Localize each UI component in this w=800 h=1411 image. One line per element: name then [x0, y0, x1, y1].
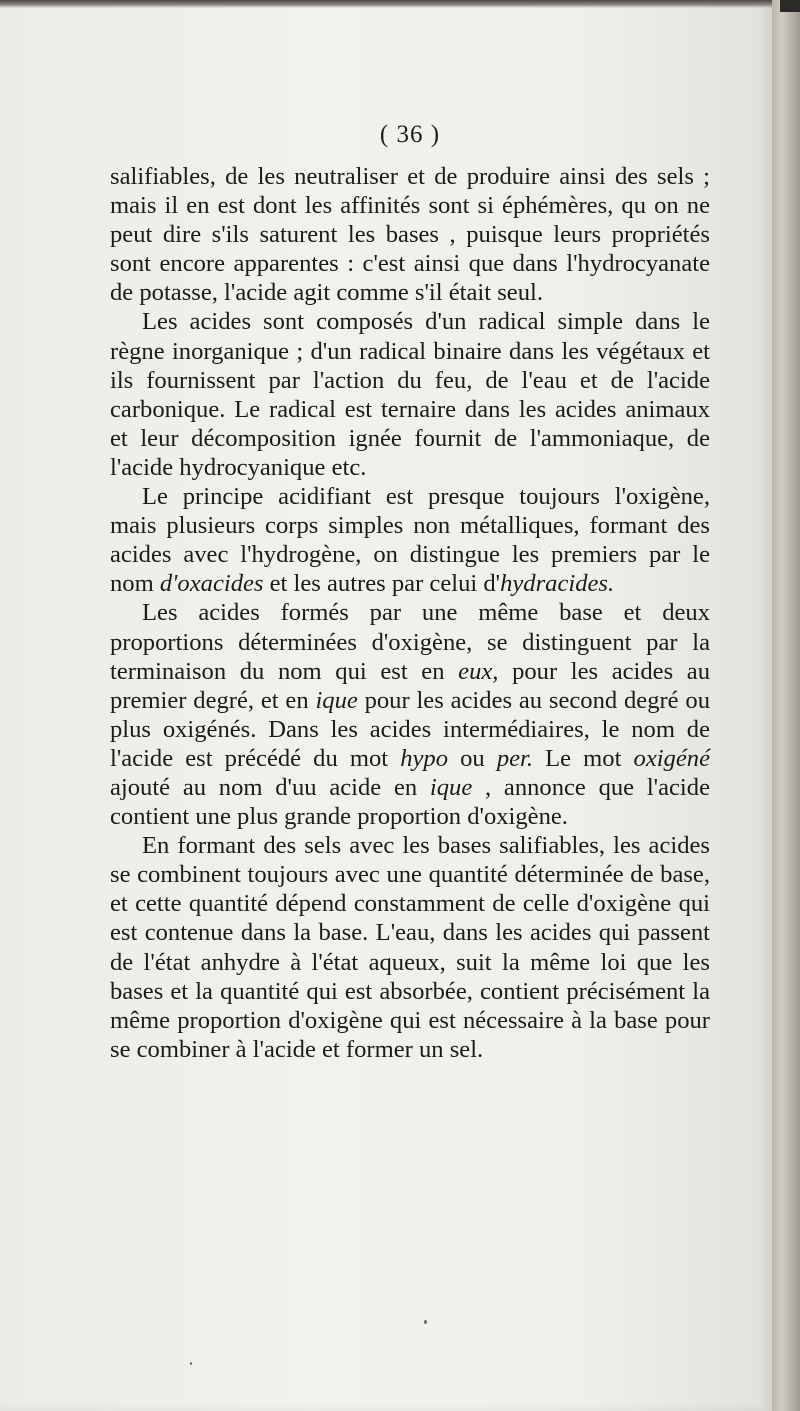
paragraph-4-term-hypo: hypo [400, 744, 449, 772]
book-binding-edge [772, 0, 800, 1411]
paragraph-3 [110, 482, 710, 598]
paragraph-4-text-5: Le mot [533, 744, 634, 772]
paragraph-5: En formant des sels avec les bases salifiables, les acides se combinent toujours avec une quantité déterminée de base, et cette quantité dépend constamment de celle d'oxigène qui est contenue dans la base. L'eau, dans les acides qui passent de l'état anhydre à l'état aqueux, suit la même loi que les bases et la quantité qui est absorbée, contient précisément la même proportion d'oxigène qui est nécessaire à la base pour se combiner à l'acide et former un sel. [110, 832, 710, 1063]
paragraph-4-term-oxigene: oxigéné [633, 744, 710, 772]
paragraph-3-term-hydracides: hydracides. [500, 570, 615, 598]
ink-speck [424, 1320, 427, 1324]
paragraph-4-term-ique: ique [315, 686, 358, 714]
paragraph-4-term-per: per. [496, 744, 534, 772]
page-number: ( 36 ) [379, 121, 441, 148]
paragraph-4-text-1: Les acides formés par une même base et deux proportions déterminées d'oxigène, se distinguent par la terminaison du nom qui est en [110, 599, 710, 685]
paragraph-4-text-4: ou [448, 744, 497, 772]
paragraph-4-text-2: pour les acides au premier degré, et en [110, 657, 711, 714]
paragraph-1: salifiables, de les neutraliser et de produire ainsi des sels ; mais il en est dont les affinités sont si éphémères, qu on ne peut dire s'ils saturent les bases , puisque leurs propriétés sont encore apparentes : c'est ainsi que dans l'hydrocyanate de potasse, l'acide agit comme s'il était seul. [110, 163, 710, 307]
paragraph-3-term-oxacides: d'oxacides [159, 570, 264, 598]
paragraph-4-term-eux: eux, [458, 657, 499, 685]
ink-speck [190, 1362, 192, 1365]
paragraph-4-text-7: , annonce que l'acide contient une plus grande proportion d'oxigène. [110, 773, 710, 831]
paragraph-4-text-6: ajouté au nom d'uu acide en [110, 773, 430, 801]
paragraph-4-text-3: pour les acides au second degré ou plus oxigénés. Dans les acides intermédiaires, le nom de l'acide est précédé du mot [110, 686, 710, 772]
paragraph-3-text-a: Le principe acidifiant est presque toujours l'oxigène, mais plusieurs corps simples non métalliques, formant des acides avec l'hydrogène, on distingue les premiers par le nom [110, 483, 710, 598]
top-edge-rule [0, 0, 772, 8]
page-text [110, 162, 710, 1064]
paragraph-3-text-b: et les autres par celui d' [263, 570, 501, 598]
paragraph-4 [110, 598, 710, 831]
paragraph-4-term-ique-2: ique [429, 773, 473, 801]
paragraph-2: Les acides sont composés d'un radical simple dans le règne inorganique ; d'un radical binaire dans les végétaux et ils fournissent par l'action du feu, de l'eau et de l'acide carbonique. Le radical est ternaire dans les acides animaux et leur décomposition ignée fournit de l'ammoniaque, de l'acide hydrocyanique etc. [110, 308, 710, 481]
